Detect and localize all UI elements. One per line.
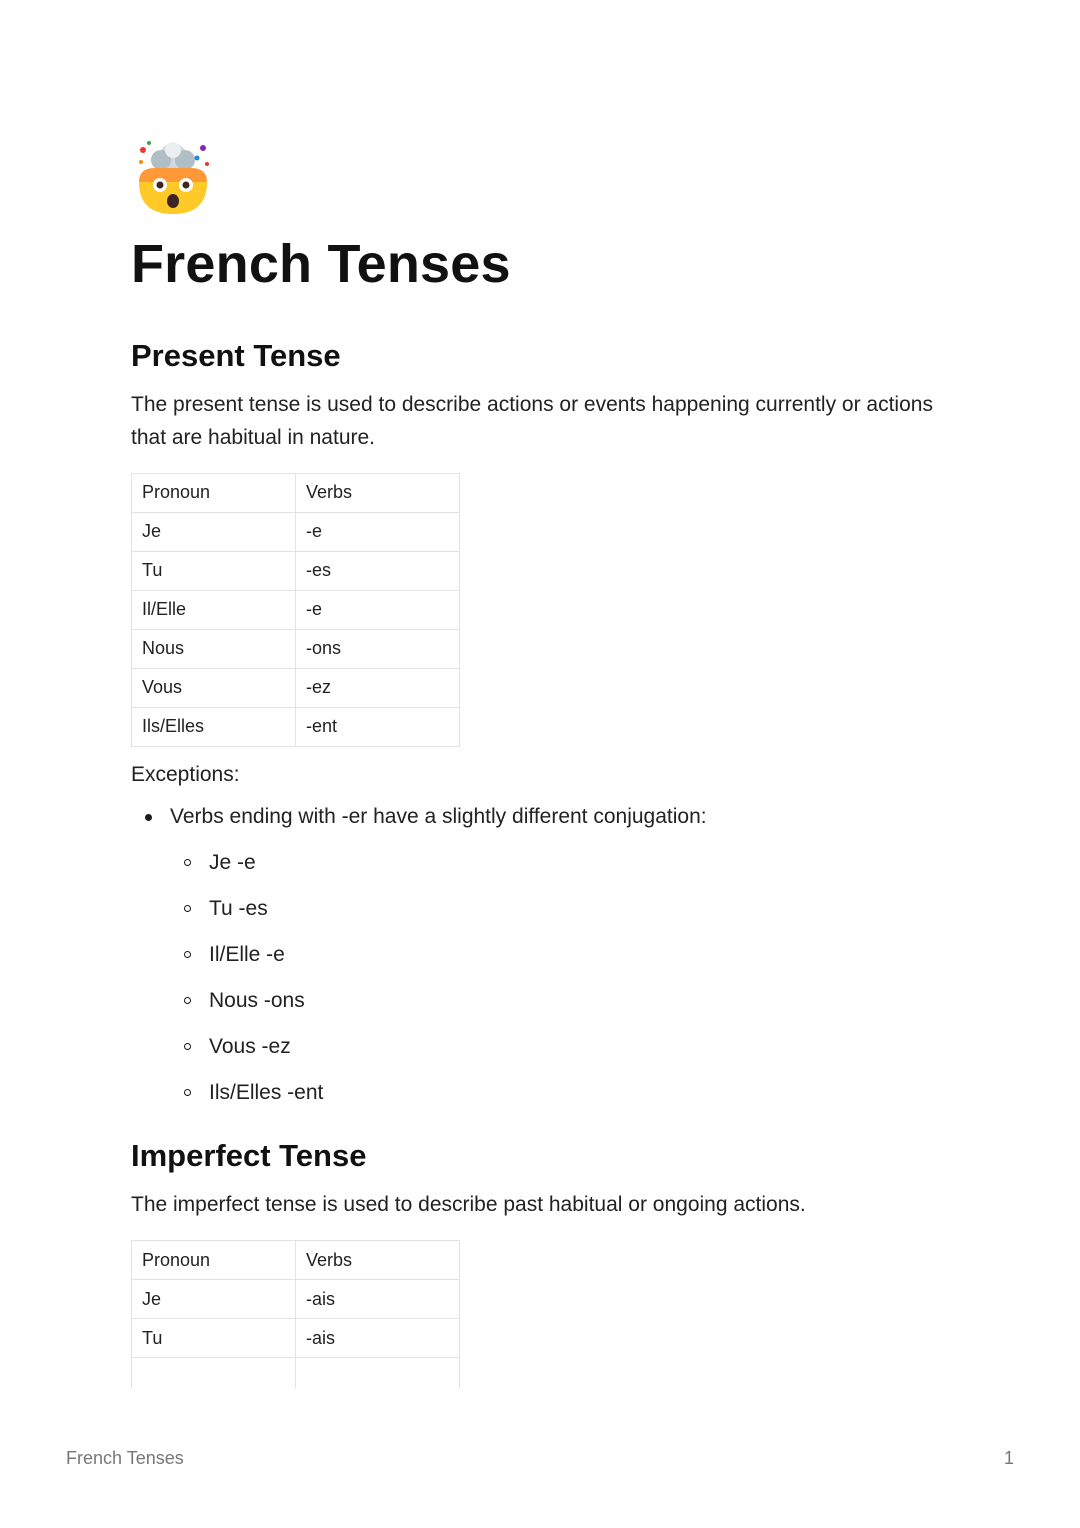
table-row <box>132 668 460 707</box>
imperfect-tense-heading: Imperfect Tense <box>131 1137 367 1173</box>
conjugation-sublist <box>131 849 951 1107</box>
sub-list-item <box>131 987 951 1015</box>
table-cell-verb: -ais <box>296 1280 460 1319</box>
table-header-row <box>132 1241 460 1280</box>
table-header-row <box>132 473 460 512</box>
table-cell-verb: -ent <box>296 707 460 746</box>
bullet-circle-icon <box>184 859 191 866</box>
present-tense-heading: Present Tense <box>131 337 341 373</box>
exceptions-list <box>131 803 951 1107</box>
sub-list-item-text: Tu -es <box>209 896 268 920</box>
table-cell-header: Pronoun <box>132 473 296 512</box>
table-cell-verb: -ez <box>296 668 460 707</box>
table-row <box>132 629 460 668</box>
table-row <box>132 512 460 551</box>
table-cell-header: Pronoun <box>132 1241 296 1280</box>
bullet-circle-icon <box>184 905 191 912</box>
table-cell-pronoun: Tu <box>132 551 296 590</box>
sub-list-item <box>131 1033 951 1061</box>
sub-list-item <box>131 1079 951 1107</box>
exploding-head-emoji-icon <box>133 138 213 218</box>
table-cell-pronoun: Tu <box>132 1319 296 1358</box>
bullet-circle-icon <box>184 1089 191 1096</box>
bullet-circle-icon <box>184 997 191 1004</box>
table-row-continued <box>132 1358 460 1389</box>
sub-list-item-text: Ils/Elles -ent <box>209 1080 324 1104</box>
table-cell-verb: -ais <box>296 1319 460 1358</box>
table-cell-verb: -ons <box>296 629 460 668</box>
bullet-circle-icon <box>184 1043 191 1050</box>
sub-list-item-text: Il/Elle -e <box>209 942 285 966</box>
sub-list-item <box>131 849 951 877</box>
table-row <box>132 707 460 746</box>
present-tense-description: The present tense is used to describe actions or events happening currently or actions that are habitual in nature. <box>131 392 933 449</box>
footer-page-number: 1 <box>1003 1448 1014 1468</box>
table-cell-empty <box>296 1358 460 1389</box>
table-row <box>132 1280 460 1319</box>
page-title: French Tenses <box>131 234 511 294</box>
table-cell-pronoun: Ils/Elles <box>132 707 296 746</box>
sub-list-item-text: Nous -ons <box>209 988 305 1012</box>
sub-list-item <box>131 941 951 969</box>
bullet-circle-icon <box>184 951 191 958</box>
imperfect-tense-table <box>131 1240 460 1388</box>
table-row <box>132 1319 460 1358</box>
table-row <box>132 590 460 629</box>
imperfect-tense-description: The imperfect tense is used to describe past habitual or ongoing actions. <box>131 1193 806 1217</box>
table-cell-verb: -e <box>296 512 460 551</box>
list-item <box>131 803 951 1107</box>
list-item-text: Verbs ending with -er have a slightly different conjugation: <box>170 804 707 828</box>
table-cell-pronoun: Il/Elle <box>132 590 296 629</box>
sub-list-item-text: Vous -ez <box>209 1034 291 1058</box>
table-row <box>132 551 460 590</box>
table-cell-header: Verbs <box>296 1241 460 1280</box>
sub-list-item-text: Je -e <box>209 850 256 874</box>
page-content <box>131 138 951 1388</box>
exceptions-label: Exceptions: <box>131 762 240 786</box>
footer-document-title: French Tenses <box>66 1448 184 1468</box>
table-cell-pronoun: Je <box>132 1280 296 1319</box>
table-cell-header: Verbs <box>296 473 460 512</box>
table-cell-pronoun: Nous <box>132 629 296 668</box>
present-tense-table <box>131 473 460 747</box>
table-cell-pronoun: Je <box>132 512 296 551</box>
sub-list-item <box>131 895 951 923</box>
bullet-dot-icon <box>145 814 152 821</box>
table-cell-empty <box>132 1358 296 1389</box>
table-cell-verb: -e <box>296 590 460 629</box>
table-cell-verb: -es <box>296 551 460 590</box>
table-cell-pronoun: Vous <box>132 668 296 707</box>
